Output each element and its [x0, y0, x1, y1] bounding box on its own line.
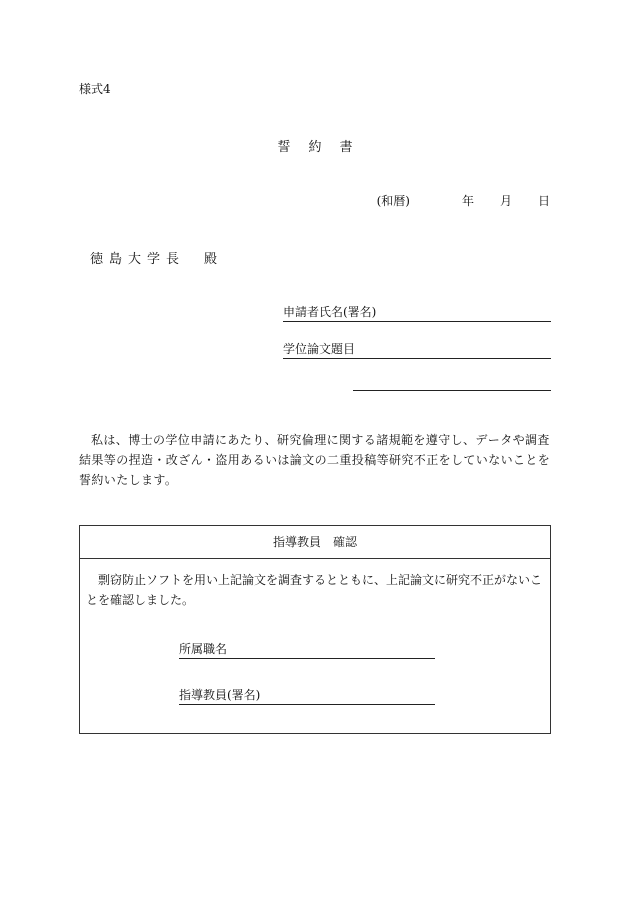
- date-month: 月: [499, 194, 512, 208]
- applicant-name-label: 申請者氏名(署名): [283, 305, 377, 319]
- affiliation-label: 所属職名: [179, 642, 228, 656]
- applicant-name-field[interactable]: [283, 303, 551, 322]
- date-day: 日: [537, 194, 550, 208]
- pledge-statement: 私は、博士の学位申請にあたり、研究倫理に関する諸規範を遵守し、データや調査結果等の捏造・改ざん・盗用あるいは論文の二重投稿等研究不正をしていないことを誓約いたします。: [79, 433, 551, 487]
- date-year: 年: [461, 194, 474, 208]
- thesis-title-field[interactable]: [283, 340, 551, 359]
- advisor-box-header: 指導教員 確認: [80, 526, 550, 559]
- thesis-title-label: 学位論文題目: [283, 342, 356, 356]
- advisor-confirmation-text: 剽窃防止ソフトを用い上記論文を調査するとともに、上記論文に研究不正がないことを確認しました。: [86, 573, 543, 607]
- advisor-signature-field[interactable]: [179, 686, 435, 705]
- advisor-confirmation-box: [79, 525, 551, 734]
- thesis-title-continuation-line[interactable]: [353, 390, 551, 391]
- form-number: 様式4: [79, 82, 111, 96]
- document-title: 誓約書: [277, 140, 371, 155]
- addressee: 徳島大学長 殿: [90, 252, 224, 267]
- date-row: [377, 192, 550, 209]
- affiliation-field[interactable]: [179, 640, 435, 659]
- advisor-signature-label: 指導教員(署名): [179, 688, 261, 702]
- date-era: (和暦): [376, 194, 410, 208]
